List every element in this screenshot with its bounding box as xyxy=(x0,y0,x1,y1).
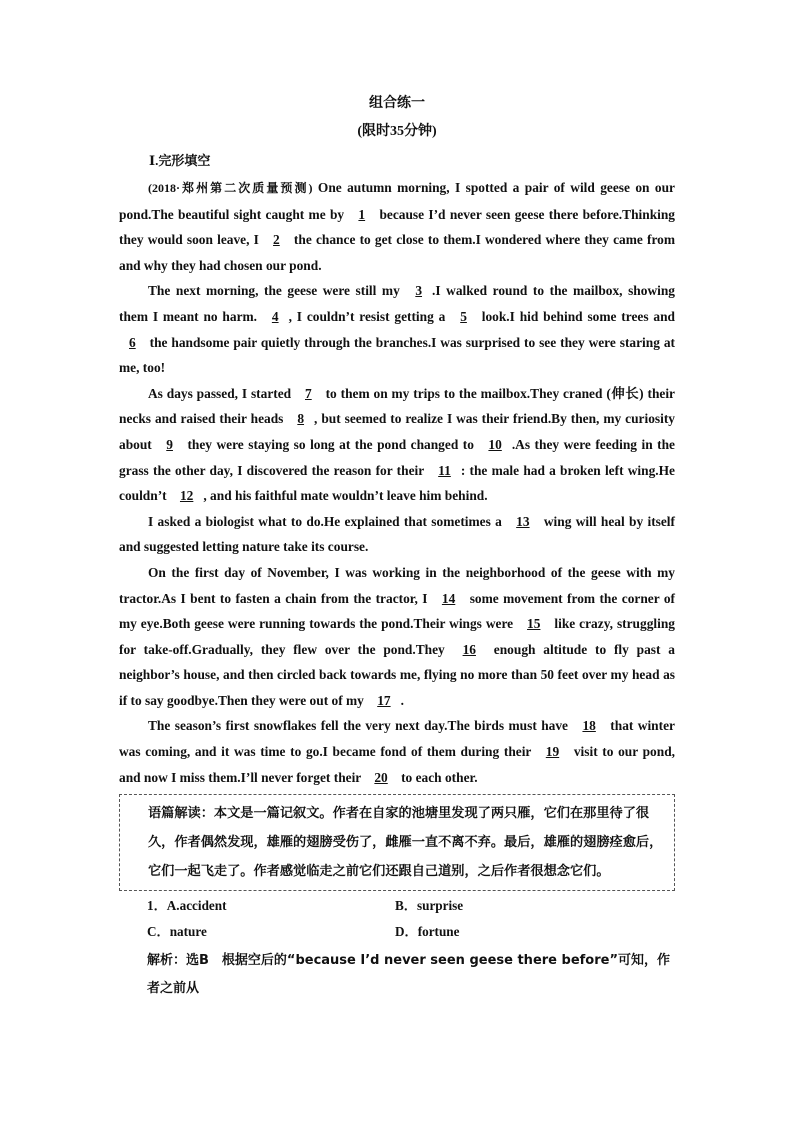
text: look.I hid behind some trees and xyxy=(476,308,675,324)
option-c: C．nature xyxy=(147,924,207,940)
blank-18: 18 xyxy=(582,718,596,734)
passage-analysis-box: 语篇解读：本文是一篇记叙文。作者在自家的池塘里发现了两只雁，它们在那里待了很久，作者偶然发现，雄雁的翅膀受伤了，雌雁一直不离不弃。最后，雄雁的翅膀痊愈后，它们一起飞走了。作者感觉临走之前它们还跟自己道别，之后作者很想念它们。 xyxy=(119,794,675,891)
option-d: D．fortune xyxy=(395,924,460,940)
paragraph-4 xyxy=(119,509,675,560)
text: some movement from the corner of my eye.Both geese were running towards the pond.Their wings were xyxy=(119,590,675,632)
blank-16: 16 xyxy=(462,641,476,657)
text: , and his faithful mate wouldn’t leave him behind. xyxy=(203,488,488,504)
blank-14: 14 xyxy=(441,590,456,606)
blank-4: 4 xyxy=(271,308,279,324)
blank-5: 5 xyxy=(460,308,467,324)
text: that winter was coming, and it was time to go.I became fond of them during their xyxy=(119,718,675,760)
option-b: B．surprise xyxy=(395,898,464,914)
answer-explanation: 解析：选B 根据空后的“because I’d never seen geese there before”可知，作者之前从 xyxy=(147,953,670,997)
blank-2: 2 xyxy=(273,232,280,248)
text: .As they were feeding in the grass the other day, I discovered the reason for their xyxy=(119,436,675,478)
text: enough altitude to fly past a neighbor’s house, and then circled back towards me, flying no more than 50 feet over my head as if to say goodbye.Then they were out of my xyxy=(119,641,675,708)
blank-3: 3 xyxy=(415,283,423,299)
option-a: 1．A.accident xyxy=(147,898,227,914)
document-page xyxy=(119,92,675,1003)
text: .I walked round to the mailbox, showing them I meant no harm. xyxy=(119,283,675,324)
blank-9: 9 xyxy=(166,436,173,452)
text: The season’s first snowflakes fell the very next day.The birds must have xyxy=(148,718,573,734)
blank-19: 19 xyxy=(545,744,560,760)
blank-7: 7 xyxy=(305,385,312,401)
section-heading: Ⅰ.完形填空 xyxy=(149,153,211,168)
paragraph-6 xyxy=(119,713,675,790)
text: As days passed, I started xyxy=(148,385,295,401)
paragraph-1 xyxy=(119,175,675,278)
blank-11: 11 xyxy=(438,462,451,478)
text: to each other. xyxy=(397,769,478,785)
blank-13: 13 xyxy=(516,513,530,529)
text: they were staying so long at the pond changed to xyxy=(182,436,479,452)
text: One autumn morning, I spotted a pair of wild geese on our pond.The beautiful sight caught me by xyxy=(119,180,675,222)
blank-1: 1 xyxy=(358,206,366,222)
text: : the male had a broken left wing.He couldn’t xyxy=(119,462,676,504)
text: I asked a biologist what to do.He explained that sometimes a xyxy=(148,513,507,529)
blank-20: 20 xyxy=(374,769,388,785)
text: to them on my trips to the mailbox.They craned (伸长) their necks and raised their heads xyxy=(119,385,676,427)
blank-6: 6 xyxy=(129,334,136,350)
text: the handsome pair quietly through the branches.I was surprised to see they were staring at me, too! xyxy=(119,334,675,376)
page-title: 组合练一 xyxy=(369,96,425,111)
page-subtitle: (限时35分钟) xyxy=(357,124,437,139)
blank-17: 17 xyxy=(377,692,391,708)
text: the chance to get close to them.I wondered where they came from and why they had chosen our pond. xyxy=(119,232,675,273)
blank-15: 15 xyxy=(527,616,541,632)
text: like crazy, struggling for take-off.Gradually, they flew over the pond.They xyxy=(119,616,675,657)
text: visit to our pond, and now I miss them.I’ll never forget their xyxy=(119,744,675,785)
text: wing will heal by itself and suggested letting nature take its course. xyxy=(119,513,675,555)
paragraph-2 xyxy=(119,278,675,380)
text: The next morning, the geese were still my xyxy=(148,283,406,299)
paragraph-5 xyxy=(119,560,675,714)
text: . xyxy=(400,692,404,708)
text: , but seemed to realize I was their friend.By then, my curiosity about xyxy=(119,411,675,452)
text: On the first day of November, I was working in the neighborhood of the geese with my tractor.As I bent to fasten a chain from the tractor, I xyxy=(119,564,675,606)
blank-8: 8 xyxy=(297,411,305,427)
blank-10: 10 xyxy=(488,436,502,452)
source-label: (2018·郑州第二次质量预测) xyxy=(148,181,313,195)
paragraph-3 xyxy=(119,381,675,509)
text: because I’d never seen geese there before.Thinking they would soon leave, I xyxy=(119,206,675,248)
blank-12: 12 xyxy=(179,488,194,504)
question-1-options xyxy=(147,893,675,945)
text: , I couldn’t resist getting a xyxy=(288,308,451,324)
